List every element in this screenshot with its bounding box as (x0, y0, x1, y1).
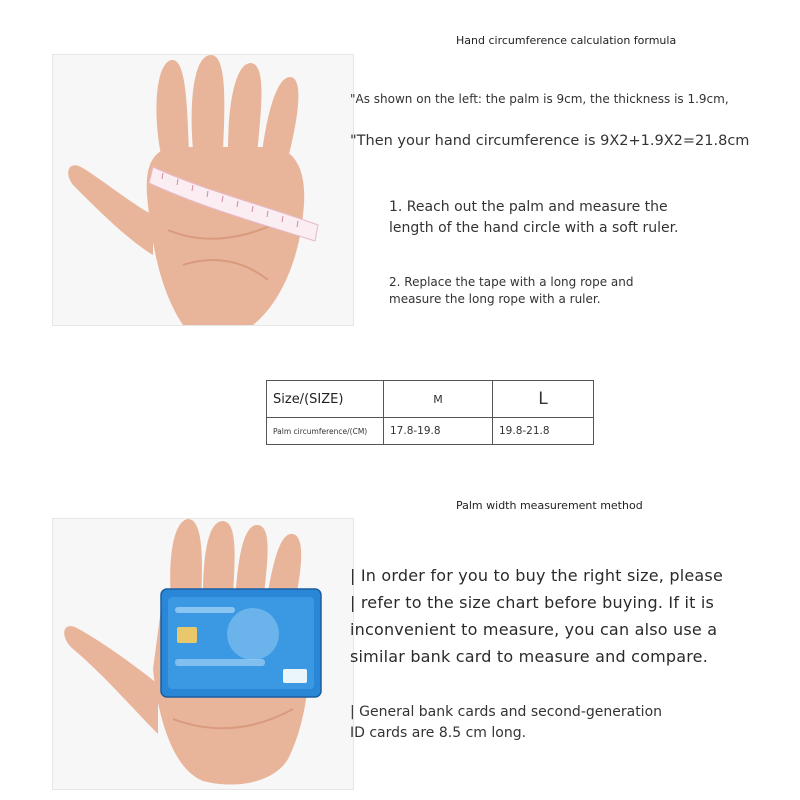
hand-bank-card-photo (52, 518, 354, 790)
palm-circumference-label: Palm circumference/(CM) (267, 418, 384, 445)
range-l-cell: 19.8-21.8 (493, 418, 594, 445)
table-header-row (267, 381, 594, 418)
hand-tape-measure-photo (52, 54, 354, 326)
advice-line1: | In order for you to buy the right size, please (350, 566, 723, 585)
range-m-cell: 17.8-19.8 (384, 418, 493, 445)
step1-line2: length of the hand circle with a soft ruler. (389, 220, 679, 236)
size-l-cell: L (493, 381, 594, 418)
advice-line2: | refer to the size chart before buying. If it is (350, 593, 715, 612)
hand-bank-card-icon (53, 519, 353, 789)
card-note-line1: | General bank cards and second-generation (350, 704, 663, 720)
example-measurement-text: "As shown on the left: the palm is 9cm, the thickness is 1.9cm, (350, 92, 729, 106)
size-m-cell: M (384, 381, 493, 418)
table-row (267, 418, 594, 445)
size-header-cell: Size/(SIZE) (267, 381, 384, 418)
step2-line1: 2. Replace the tape with a long rope and (389, 275, 634, 289)
section2-title: Palm width measurement method (456, 499, 643, 512)
section1-title: Hand circumference calculation formula (456, 34, 677, 47)
hand-tape-measure-icon (53, 55, 353, 325)
card-note-line2: ID cards are 8.5 cm long. (350, 725, 527, 741)
advice-line3: inconvenient to measure, you can also use a (350, 620, 718, 639)
size-chart-table (266, 380, 594, 445)
advice-line4: similar bank card to measure and compare. (350, 647, 709, 666)
formula-text: "Then your hand circumference is 9X2+1.9X2=21.8cm (350, 133, 750, 149)
step1-line1: 1. Reach out the palm and measure the (389, 199, 668, 215)
step2-line2: measure the long rope with a ruler. (389, 292, 601, 306)
